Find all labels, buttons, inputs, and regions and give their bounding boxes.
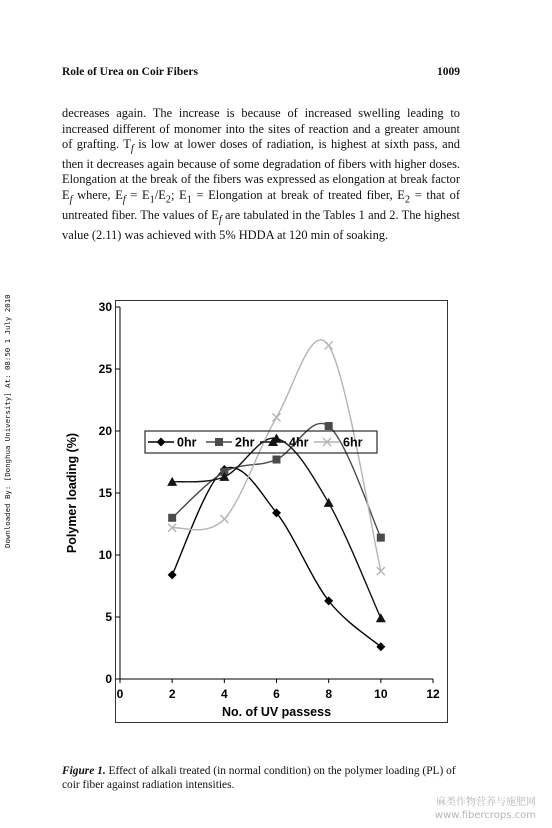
data-point-1 xyxy=(168,514,176,522)
x-axis-title: No. of UV passess xyxy=(221,705,332,719)
y-tick-label: 30 xyxy=(98,300,112,314)
figure-frame xyxy=(65,300,448,723)
y-axis-title: Polymer loading (%) xyxy=(65,432,79,554)
data-point-1 xyxy=(377,534,385,542)
x-tick-label: 8 xyxy=(325,687,333,701)
x-tick-label: 12 xyxy=(426,687,440,701)
running-title: Role of Urea on Coir Fibers xyxy=(62,66,198,78)
data-point-0 xyxy=(168,570,177,579)
subscript: 2 xyxy=(404,194,411,206)
legend-label-0: 0hr xyxy=(177,435,197,450)
x-tick-label: 4 xyxy=(220,687,228,701)
body-text-segment: are tabulated in the Tables 1 and 2. The highest value (2.11) was achieved with 5% HDDA at 120 min of soaking. xyxy=(62,207,460,242)
legend-label-2: 4hr xyxy=(289,435,309,450)
body-text-segment: /E xyxy=(154,187,166,202)
subscript: f xyxy=(69,194,73,206)
legend-marker-0 xyxy=(157,438,166,447)
data-point-2 xyxy=(376,613,386,622)
y-tick-label: 15 xyxy=(98,486,112,500)
x-tick-label: 6 xyxy=(273,687,280,701)
body-text-segment: = Elongation at break of treated fiber, E xyxy=(191,187,405,202)
data-point-1 xyxy=(325,422,333,430)
x-tick-label: 0 xyxy=(116,687,124,701)
x-tick-label: 2 xyxy=(168,687,176,701)
x-tick-label: 10 xyxy=(374,687,388,701)
site-watermark xyxy=(435,796,536,822)
data-point-3 xyxy=(220,515,228,523)
watermark-line-2: www.fibercrops.com xyxy=(434,810,536,821)
subscript: f xyxy=(130,143,134,155)
subscript: 1 xyxy=(186,194,192,206)
series-line-2 xyxy=(172,435,381,618)
y-tick-label: 25 xyxy=(98,362,112,376)
series-line-0 xyxy=(172,467,381,646)
y-tick-label: 0 xyxy=(105,672,112,686)
y-tick-label: 20 xyxy=(98,424,112,438)
body-text-segment: = E xyxy=(125,187,150,202)
running-header xyxy=(62,66,460,82)
subscript: f xyxy=(218,214,222,226)
y-tick-label: 5 xyxy=(105,610,112,624)
page-number: 1009 xyxy=(437,66,460,78)
subscript: 1 xyxy=(149,194,155,206)
data-point-3 xyxy=(273,413,281,421)
body-text-segment: is low at lower doses of radiation, is highest at sixth pass, and then it decreases again because of some degradation of fibers with higher doses. Elongation at the break of the fibers was expressed as elongation at break factor E xyxy=(62,137,460,202)
download-stamp: Downloaded By: [Donghua University] At: 08:50 1 July 2010 xyxy=(3,294,12,548)
figure-caption xyxy=(62,764,460,792)
data-point-1 xyxy=(273,456,281,464)
body-text-segment: ; E xyxy=(170,187,187,202)
legend-marker-1 xyxy=(215,438,223,446)
body-text-segment: where, E xyxy=(72,187,123,202)
watermark-line-1: 麻类作物营养与施肥网 xyxy=(436,797,536,808)
body-paragraph xyxy=(62,106,460,243)
subscript: f xyxy=(122,194,126,206)
series-line-3 xyxy=(172,340,381,571)
caption-text: Effect of alkali treated (in normal condition) on the polymer loading (PL) of coir fiber against radiation intensities. xyxy=(62,765,456,791)
legend-label-3: 6hr xyxy=(343,435,363,450)
body-text-segment: decreases again. The increase is because of increased swelling leading to increased different of monomer into the sites of reaction and a greater amount of grafting. T xyxy=(62,106,460,151)
subscript: 2 xyxy=(165,194,171,206)
legend-label-1: 2hr xyxy=(235,435,255,450)
data-point-2 xyxy=(324,498,334,507)
data-point-3 xyxy=(325,341,333,349)
polymer-loading-chart xyxy=(65,300,449,724)
figure-label: Figure 1. xyxy=(62,765,106,777)
y-tick-label: 10 xyxy=(98,548,112,562)
body-text-segment: = that of untreated fiber. The values of E xyxy=(62,187,460,222)
